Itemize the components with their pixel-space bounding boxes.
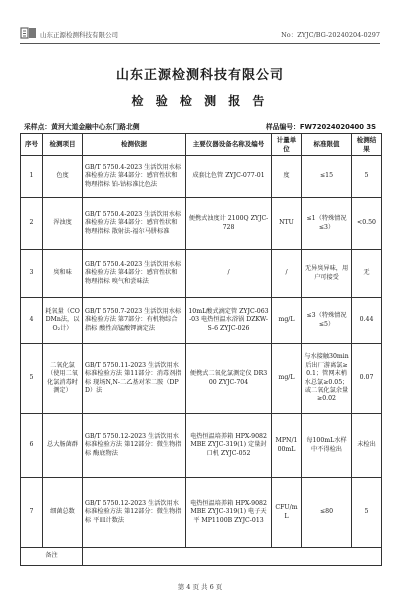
col-header-item: 检测项目	[43, 134, 83, 156]
row-basis: GB/T 5750.11-2023 生活饮用水标准检验方法 第11部分：消毒剂指标 现场N,N-二乙基对苯二胺（DPD）法	[83, 344, 186, 414]
row-no: 7	[21, 478, 43, 548]
row-equipment: 10mL酸式滴定管 ZYJC-063-03 电热恒温水浴锅 DZKW-S-6 ZYJC-026	[186, 298, 272, 344]
row-unit: MPN/100mL	[272, 414, 302, 478]
row-limit: ≤3（特殊情况≤5）	[302, 298, 352, 344]
row-equipment: 成套比色管 ZYJC-077-01	[186, 156, 272, 198]
row-item: 细菌总数	[43, 478, 83, 548]
row-equipment: 便携式二氧化氯测定仪 DR300 ZYJC-704	[186, 344, 272, 414]
page-header	[20, 25, 380, 44]
table-row	[21, 344, 382, 414]
row-no: 6	[21, 414, 43, 478]
sample-number: 样品编号：FW72024020400 3S	[265, 123, 376, 131]
row-unit: mg/L	[272, 344, 302, 414]
row-no: 4	[21, 298, 43, 344]
row-basis: GB/T 5750.4-2023 生活饮用水标准检验方法 第4部分：感官性状和物理指标 铂-钴标准比色法	[83, 156, 186, 198]
row-unit: NTU	[272, 198, 302, 250]
row-result: 0.44	[352, 298, 382, 344]
test-results-table	[20, 133, 382, 566]
row-item: 二氧化氯（使用二氧化氯消毒时测定）	[43, 344, 83, 414]
row-unit: /	[272, 250, 302, 298]
row-unit: 度	[272, 156, 302, 198]
row-item: 浑浊度	[43, 198, 83, 250]
row-no: 1	[21, 156, 43, 198]
row-unit: CFU/mL	[272, 478, 302, 548]
row-item: 色度	[43, 156, 83, 198]
sampling-location: 采样点：黄河大道金融中心东门路北侧	[24, 123, 140, 131]
col-header-no: 序号	[21, 134, 43, 156]
table-header-row	[21, 134, 382, 156]
row-basis: GB/T 5750.4-2023 生活饮用水标准检验方法 第4部分：感官性状和物理指标 嗅气和尝味法	[83, 250, 186, 298]
col-header-unit: 计量单位	[272, 134, 302, 156]
row-equipment: 便携式浊度计 2100Q ZYJC-728	[186, 198, 272, 250]
row-no: 3	[21, 250, 43, 298]
row-item: 耗氧量（CODMn法，以O₂计）	[43, 298, 83, 344]
row-limit: ≤80	[302, 478, 352, 548]
table-row	[21, 156, 382, 198]
sample-info	[24, 121, 376, 131]
table-row	[21, 250, 382, 298]
row-equipment: /	[186, 250, 272, 298]
report-title: 检 验 检 测 报 告	[131, 94, 269, 108]
table-row	[21, 198, 382, 250]
row-basis: GB/T 5750.12-2023 生活饮用水标准检验方法 第12部分：微生物指标 酶底物法	[83, 414, 186, 478]
row-basis: GB/T 5750.7-2023 生活饮用水标准检验方法 第7部分：有机物综合指标 酸性高锰酸钾滴定法	[83, 298, 186, 344]
row-equipment: 电热恒温培养箱 HPX-9082MBE ZYJC-319(1) 定量封口机 ZYJC-052	[186, 414, 272, 478]
col-header-basis: 检测依据	[83, 134, 186, 156]
header-company-name: 山东正源检测科技有限公司	[40, 31, 118, 39]
row-item: 总大肠菌群	[43, 414, 83, 478]
remark-value	[83, 548, 382, 566]
row-no: 5	[21, 344, 43, 414]
row-item: 臭和味	[43, 250, 83, 298]
row-limit: ≤1（特殊情况≤3）	[302, 198, 352, 250]
col-header-result: 检测结果	[352, 134, 382, 156]
row-equipment: 电热恒温培养箱 HPX-9082MBE ZYJC-319(1) 电子天平 MP1100B ZYJC-013	[186, 478, 272, 548]
row-no: 2	[21, 198, 43, 250]
row-basis: GB/T 5750.12-2023 生活饮用水标准检验方法 第12部分：微生物指标 平皿计数法	[83, 478, 186, 548]
row-result: 未检出	[352, 414, 382, 478]
table-row	[21, 414, 382, 478]
row-basis: GB/T 5750.4-2023 生活饮用水标准检验方法 第4部分：感官性状和物理指标 散射法-福尔马肼标准	[83, 198, 186, 250]
table-row	[21, 298, 382, 344]
row-limit: 无异臭异味，用户可接受	[302, 250, 352, 298]
row-limit: 与水接触30min后出厂游离氯≥0.1；管网末梢水总氯≥0.05；或二氧化氯余量≥0.02	[302, 344, 352, 414]
row-result: 0.07	[352, 344, 382, 414]
company-title: 山东正源检测科技有限公司	[115, 68, 284, 83]
document-number: No：ZYJC/BG-20240204-0297	[281, 31, 380, 39]
row-result: 5	[352, 478, 382, 548]
row-result: <0.50	[352, 198, 382, 250]
table-row	[21, 478, 382, 548]
row-unit: mg/L	[272, 298, 302, 344]
col-header-limit: 标准限值	[302, 134, 352, 156]
col-header-equipment: 主要仪器设备名称及编号	[186, 134, 272, 156]
remark-row	[21, 548, 382, 566]
row-result: 无	[352, 250, 382, 298]
row-result: 5	[352, 156, 382, 198]
company-logo-icon	[20, 27, 38, 39]
row-limit: ≤15	[302, 156, 352, 198]
row-limit: 每100mL水样中不得检出	[302, 414, 352, 478]
remark-label: 备注	[21, 548, 83, 566]
page-footer: 第 4 页 共 6 页	[177, 583, 223, 591]
